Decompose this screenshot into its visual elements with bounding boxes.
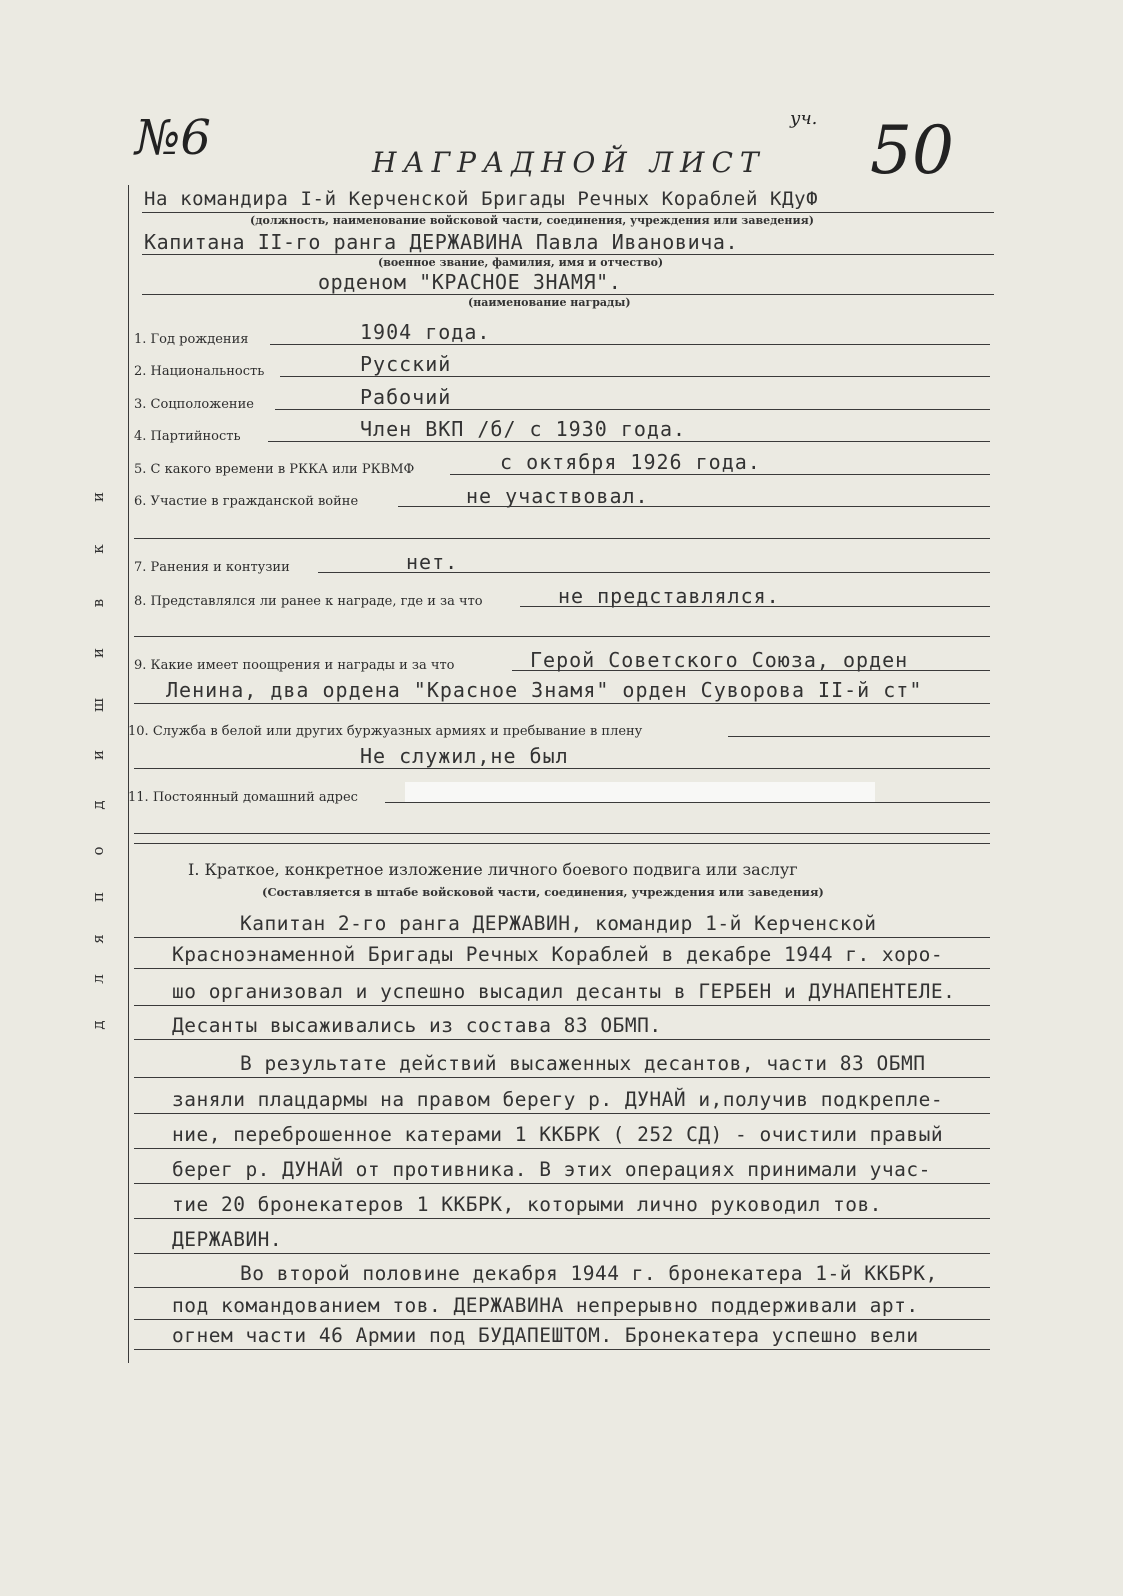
side-letter: и <box>89 750 107 760</box>
field-4-value: Член ВКП /б/ с 1930 года. <box>360 417 687 441</box>
award-caption: (наименование награды) <box>468 296 631 309</box>
body-line-4: Десанты высаживались из состава 83 ОБМП. <box>172 1014 662 1037</box>
side-letter: я <box>89 934 107 944</box>
body-rule-1 <box>134 937 990 938</box>
archive-number-mark: №6 <box>135 110 211 166</box>
field-11-underline-2 <box>134 833 990 834</box>
field-9-label: 9. Какие имеет поощрения и награды и за что <box>134 658 455 673</box>
field-1-label: 1. Год рождения <box>134 332 249 347</box>
body-line-3: шо организовал и успешно высадил десанты в ГЕРБЕН и ДУНАПЕНТЕЛЕ. <box>172 980 956 1003</box>
field-9-value: Герой Советского Союза, орден <box>530 648 909 672</box>
field-2-underline <box>280 376 990 377</box>
body-rule-11 <box>134 1287 990 1288</box>
left-margin-rule <box>128 185 129 1363</box>
field-6-label: 6. Участие в гражданской войне <box>134 494 359 509</box>
body-rule-5 <box>134 1077 990 1078</box>
award-line: орденом "КРАСНОЕ ЗНАМЯ". <box>318 270 622 294</box>
field-2-value: Русский <box>360 352 452 376</box>
field-8-value: не представлялся. <box>558 584 780 608</box>
side-letter: к <box>89 544 107 554</box>
body-rule-8 <box>134 1183 990 1184</box>
field-4-label: 4. Партийность <box>134 429 241 444</box>
field-10-value: Не служил,не был <box>360 744 569 768</box>
field-11-underline <box>385 802 990 803</box>
body-line-1: Капитан 2-го ранга ДЕРЖАВИН, командир 1-й Керченской <box>240 912 877 935</box>
section-top-rule <box>134 843 990 844</box>
side-letter: л <box>89 974 107 984</box>
field-8-label: 8. Представлялся ли ранее к награде, где и за что <box>134 594 483 609</box>
field-10-underline <box>728 736 990 737</box>
for-line: На командира I-й Керченской Бригады Речных Кораблей КДуФ <box>144 188 819 210</box>
body-line-9: тие 20 бронекатеров 1 ККБРК, которыми лично руководил тов. <box>172 1193 882 1216</box>
body-rule-3 <box>134 1005 990 1006</box>
body-line-11: Во второй половине декабря 1944 г. бронекатера 1-й ККБРК, <box>240 1262 938 1285</box>
side-letter: д <box>89 800 107 810</box>
page-number-mark: 50 <box>870 112 954 189</box>
field-1-value: 1904 года. <box>360 320 491 344</box>
body-rule-13 <box>134 1349 990 1350</box>
side-letter: и <box>89 492 107 502</box>
field-6-value: не участвовал. <box>466 484 649 508</box>
field-8-underline <box>520 606 990 607</box>
section-heading: I. Краткое, конкретное изложение личного боевого подвига или заслуг <box>188 860 798 879</box>
name-underline <box>142 254 994 255</box>
field-9-underline-2 <box>134 703 990 704</box>
field-7-underline <box>318 572 990 573</box>
body-rule-7 <box>134 1148 990 1149</box>
field-8-extra-line <box>134 636 990 637</box>
field-7-value: нет. <box>406 550 459 574</box>
body-rule-12 <box>134 1319 990 1320</box>
body-rule-2 <box>134 968 990 969</box>
body-line-2: Красноэнаменной Бригады Речных Кораблей в декабре 1944 г. хоро- <box>172 943 944 966</box>
field-3-underline <box>275 409 990 410</box>
name-line: Капитана II-го ранга ДЕРЖАВИНА Павла Ивановича. <box>144 230 739 254</box>
field-5-label: 5. С какого времени в РККА или РКВМФ <box>134 462 415 477</box>
body-line-5: В результате действий высаженных десантов, части 83 ОБМП <box>240 1052 926 1075</box>
side-letter: и <box>89 648 107 658</box>
for-underline <box>142 212 994 213</box>
field-2-label: 2. Национальность <box>134 364 265 379</box>
field-5-underline <box>450 474 990 475</box>
field-6-underline <box>398 506 990 507</box>
field-1-underline <box>270 344 990 345</box>
field-3-label: 3. Соцположение <box>134 397 254 412</box>
body-line-7: ние, переброшенное катерами 1 ККБРК ( 252 СД) - очистили правый <box>172 1123 944 1146</box>
side-letter: в <box>89 598 107 608</box>
for-caption: (должность, наименование войсковой части, соединения, учреждения или заведения) <box>250 214 814 227</box>
field-9-underline <box>512 670 990 671</box>
section-subheading: (Составляется в штабе войсковой части, соединения, учреждения или заведения) <box>262 885 824 899</box>
field-11-label: 11. Постоянный домашний адрес <box>128 790 358 805</box>
body-line-12: под командованием тов. ДЕРЖАВИНА непрерывно поддерживали арт. <box>172 1294 919 1317</box>
side-letter: п <box>89 892 107 902</box>
body-line-13: огнем части 46 Армии под БУДАПЕШТОМ. Бронекатера успешно вели <box>172 1324 919 1347</box>
side-letter: ш <box>89 698 107 712</box>
body-line-10: ДЕРЖАВИН. <box>172 1228 283 1251</box>
body-rule-9 <box>134 1218 990 1219</box>
field-9-value-cont: Ленина, два ордена "Красное Знамя" орден Суворова II-й ст" <box>166 678 923 702</box>
body-line-8: берег р. ДУНАЙ от противника. В этих операциях принимали учас- <box>172 1158 931 1181</box>
field-10-label: 10. Служба в белой или других буржуазных армиях и пребывание в плену <box>128 724 643 739</box>
field-4-underline <box>268 441 990 442</box>
redacted-address <box>405 782 875 802</box>
field-5-value: с октября 1926 года. <box>500 450 761 474</box>
body-rule-6 <box>134 1113 990 1114</box>
field-6-extra-line <box>134 538 990 539</box>
field-3-value: Рабочий <box>360 385 452 409</box>
side-letter: д <box>89 1020 107 1030</box>
body-line-6: заняли плацдармы на правом берегу р. ДУНАЙ и,получив подкрепле- <box>172 1088 944 1111</box>
side-letter: о <box>89 846 107 856</box>
field-7-label: 7. Ранения и контузии <box>134 560 290 575</box>
document-title: НАГРАДНОЙ ЛИСТ <box>372 146 766 179</box>
body-rule-10 <box>134 1253 990 1254</box>
small-handwritten-mark: уч. <box>790 108 818 129</box>
award-underline <box>142 294 994 295</box>
body-rule-4 <box>134 1039 990 1040</box>
field-10-underline-2 <box>134 768 990 769</box>
name-caption: (военное звание, фамилия, имя и отчество) <box>378 256 664 269</box>
